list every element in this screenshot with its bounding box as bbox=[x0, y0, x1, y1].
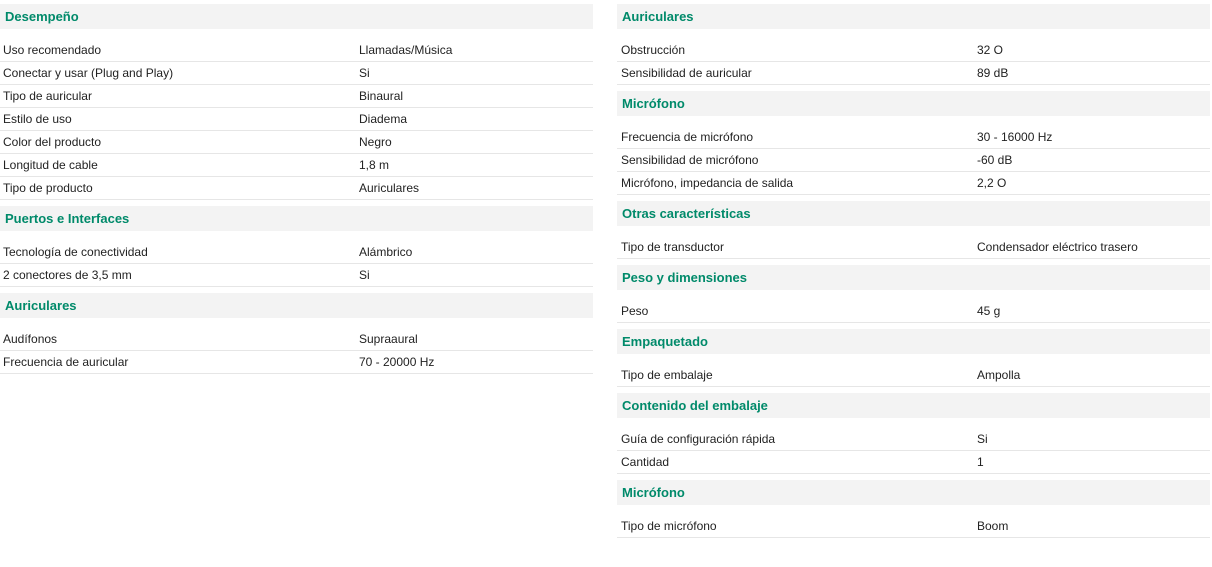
spec-label: Longitud de cable bbox=[3, 158, 98, 172]
section-header: Otras características bbox=[617, 201, 1210, 226]
spec-label: Estilo de uso bbox=[3, 112, 72, 126]
spec-row bbox=[617, 39, 1210, 62]
spec-label: Tecnología de conectividad bbox=[3, 245, 148, 259]
section-header: Desempeño bbox=[0, 4, 593, 29]
spec-row bbox=[0, 177, 593, 200]
spec-section-peso-dimensiones bbox=[617, 265, 1210, 323]
section-header: Contenido del embalaje bbox=[617, 393, 1210, 418]
spec-label: Tipo de embalaje bbox=[621, 368, 713, 382]
spec-value: Boom bbox=[977, 519, 1009, 533]
spec-value: Auriculares bbox=[359, 181, 420, 195]
spec-label: 2 conectores de 3,5 mm bbox=[3, 268, 132, 282]
spec-value: 89 dB bbox=[977, 66, 1009, 80]
spec-value: 32 O bbox=[977, 43, 1004, 57]
section-header: Micrófono bbox=[617, 480, 1210, 505]
spec-column-right bbox=[617, 4, 1210, 538]
spec-row bbox=[0, 62, 593, 85]
spec-row bbox=[0, 264, 593, 287]
spec-row bbox=[0, 39, 593, 62]
spec-value: Si bbox=[977, 432, 988, 446]
spec-section-contenido-embalaje bbox=[617, 393, 1210, 474]
spec-section-desempeno bbox=[0, 4, 593, 200]
spec-row bbox=[617, 364, 1210, 387]
spec-column-left bbox=[0, 4, 593, 374]
section-header: Auriculares bbox=[0, 293, 593, 318]
spec-label: Peso bbox=[621, 304, 649, 318]
spec-label: Conectar y usar (Plug and Play) bbox=[3, 66, 174, 80]
spec-value: 70 - 20000 Hz bbox=[359, 355, 435, 369]
spec-section-puertos bbox=[0, 206, 593, 287]
spec-row bbox=[0, 241, 593, 264]
spec-label: Sensibilidad de micrófono bbox=[621, 153, 759, 167]
spec-value: Supraaural bbox=[359, 332, 418, 346]
spec-value: Diadema bbox=[359, 112, 408, 126]
spec-value: Negro bbox=[359, 135, 392, 149]
spec-row bbox=[617, 236, 1210, 259]
spec-label: Guía de configuración rápida bbox=[621, 432, 776, 446]
spec-label: Micrófono, impedancia de salida bbox=[621, 176, 794, 190]
spec-row bbox=[617, 62, 1210, 85]
spec-label: Tipo de auricular bbox=[3, 89, 92, 103]
section-header: Peso y dimensiones bbox=[617, 265, 1210, 290]
spec-value: Si bbox=[359, 66, 370, 80]
spec-value: Alámbrico bbox=[359, 245, 413, 259]
spec-label: Uso recomendado bbox=[3, 43, 102, 57]
spec-section-microfono bbox=[617, 480, 1210, 538]
spec-row bbox=[617, 126, 1210, 149]
spec-row bbox=[617, 300, 1210, 323]
spec-label: Tipo de transductor bbox=[621, 240, 724, 254]
spec-value: -60 dB bbox=[977, 153, 1013, 167]
section-header: Auriculares bbox=[617, 4, 1210, 29]
spec-section-auriculares bbox=[0, 293, 593, 374]
spec-section-otras-caracteristicas bbox=[617, 201, 1210, 259]
spec-row bbox=[0, 328, 593, 351]
spec-value: 45 g bbox=[977, 304, 1001, 318]
section-header: Micrófono bbox=[617, 91, 1210, 116]
spec-value: 1 bbox=[977, 455, 984, 469]
spec-section-microfono bbox=[617, 91, 1210, 195]
spec-value: Condensador eléctrico trasero bbox=[977, 240, 1138, 254]
spec-row bbox=[0, 154, 593, 177]
spec-label: Obstrucción bbox=[621, 43, 686, 57]
spec-value: Binaural bbox=[359, 89, 404, 103]
spec-row bbox=[0, 85, 593, 108]
spec-row bbox=[617, 428, 1210, 451]
spec-value: 1,8 m bbox=[359, 158, 390, 172]
spec-label: Frecuencia de auricular bbox=[3, 355, 129, 369]
spec-label: Tipo de micrófono bbox=[621, 519, 717, 533]
spec-label: Tipo de producto bbox=[3, 181, 93, 195]
spec-value: Llamadas/Música bbox=[359, 43, 453, 57]
spec-value: Si bbox=[359, 268, 370, 282]
spec-row bbox=[0, 351, 593, 374]
spec-section-auriculares bbox=[617, 4, 1210, 85]
spec-row bbox=[617, 515, 1210, 538]
spec-row bbox=[617, 149, 1210, 172]
section-header: Puertos e Interfaces bbox=[0, 206, 593, 231]
spec-row bbox=[617, 451, 1210, 474]
spec-section-empaquetado bbox=[617, 329, 1210, 387]
spec-label: Sensibilidad de auricular bbox=[621, 66, 752, 80]
spec-label: Color del producto bbox=[3, 135, 102, 149]
spec-row bbox=[0, 108, 593, 131]
spec-row bbox=[0, 131, 593, 154]
spec-label: Frecuencia de micrófono bbox=[621, 130, 754, 144]
spec-label: Cantidad bbox=[621, 455, 670, 469]
section-header: Empaquetado bbox=[617, 329, 1210, 354]
spec-row bbox=[617, 172, 1210, 195]
spec-label: Audífonos bbox=[3, 332, 58, 346]
spec-value: Ampolla bbox=[977, 368, 1021, 382]
spec-value: 30 - 16000 Hz bbox=[977, 130, 1053, 144]
spec-value: 2,2 O bbox=[977, 176, 1007, 190]
